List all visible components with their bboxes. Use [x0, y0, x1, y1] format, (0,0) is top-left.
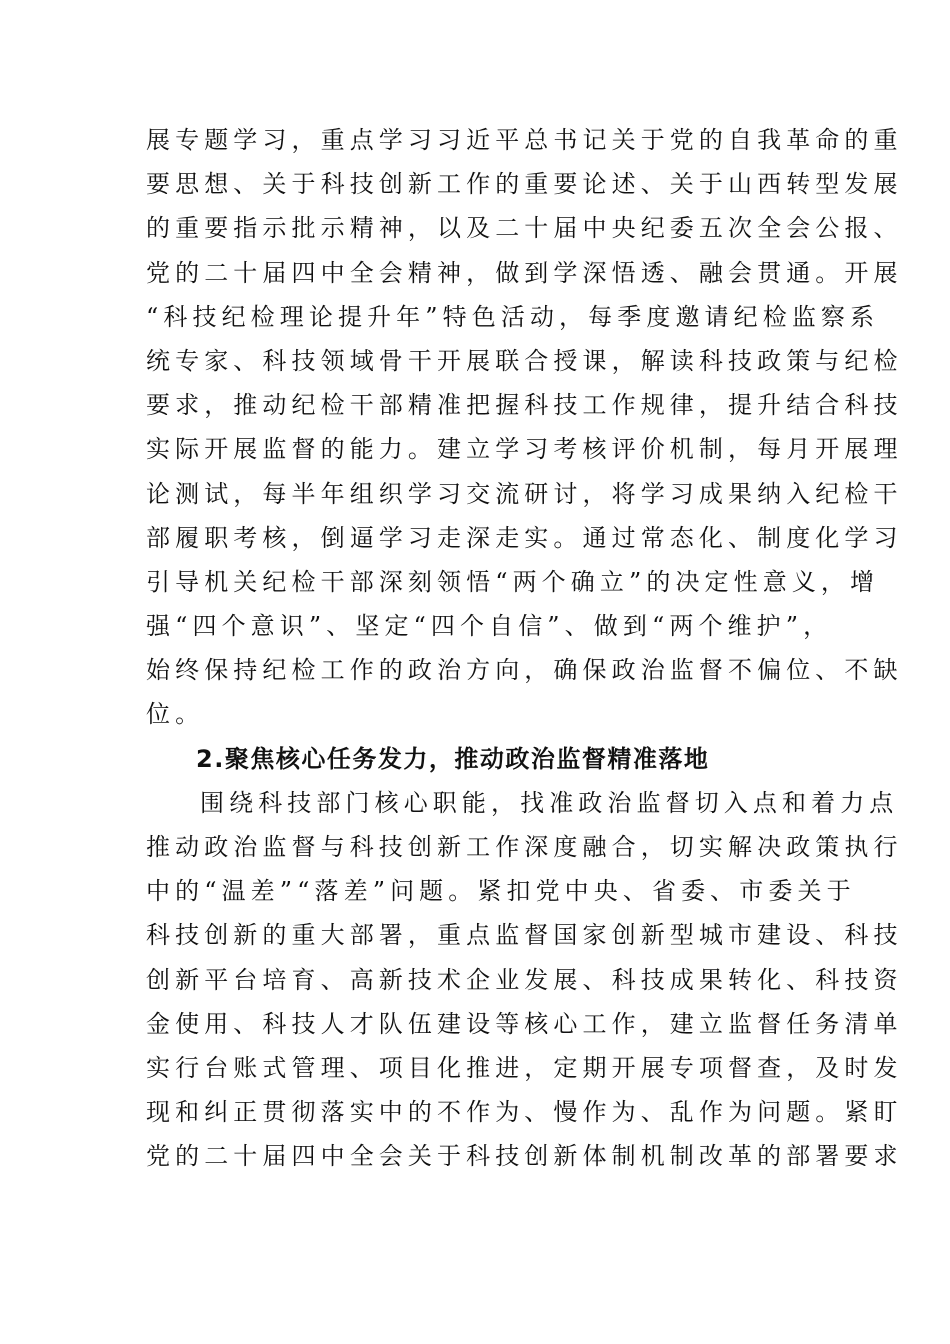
text-line: 科技创新的重大部署，重点监督国家创新型城市建设、科技: [146, 921, 903, 950]
text-line: 党的二十届四中全会关于科技创新体制机制改革的部署要求: [146, 1142, 903, 1171]
text-line: 部履职考核，倒逼学习走深走实。通过常态化、制度化学习: [146, 523, 903, 552]
text-line: 引导机关纪检干部深刻领悟“两个确立”的决定性意义，增: [146, 567, 880, 596]
text-line: 论测试，每半年组织学习交流研讨，将学习成果纳入纪检干: [146, 479, 903, 508]
text-line: “科技纪检理论提升年”特色活动，每季度邀请纪检监察系: [146, 302, 880, 331]
text-line: 强“四个意识”、坚定“四个自信”、做到“两个维护”，: [146, 612, 833, 641]
text-line: 创新平台培育、高新技术企业发展、科技成果转化、科技资: [146, 965, 903, 994]
text-line: 推动政治监督与科技创新工作深度融合，切实解决政策执行: [146, 833, 903, 861]
text-line: 围绕科技部门核心职能，找准政治监督切入点和着力点: [200, 788, 899, 817]
text-line: 展专题学习，重点学习习近平总书记关于党的自我革命的重: [146, 126, 903, 154]
text-line: 现和纠正贯彻落实中的不作为、慢作为、乱作为问题。紧盯: [146, 1098, 903, 1127]
text-line: 要思想、关于科技创新工作的重要论述、关于山西转型发展: [146, 170, 903, 199]
text-line: 统专家、科技领域骨干开展联合授课，解读科技政策与纪检: [146, 346, 903, 375]
paragraph-core-tasks: [146, 781, 903, 1179]
paragraph-study: [146, 118, 903, 737]
text-line: 位。: [146, 700, 205, 729]
text-line: 金使用、科技人才队伍建设等核心工作，建立监督任务清单: [146, 1009, 903, 1038]
text-line: 始终保持纪检工作的政治方向，确保政治监督不偏位、不缺: [146, 656, 903, 685]
document-page: [146, 118, 903, 1179]
text-line: 中的“温差”“落差”问题。紧扣党中央、省委、市委关于: [146, 877, 856, 906]
text-line: 的重要指示批示精神，以及二十届中央纪委五次全会公报、: [146, 214, 903, 243]
text-line: 实行台账式管理、项目化推进，定期开展专项督查，及时发: [146, 1053, 903, 1082]
section-heading: 2.聚焦核心任务发力，推动政治监督精准落地: [196, 744, 710, 773]
text-line: 党的二十届四中全会精神，做到学深悟透、融会贯通。开展: [146, 258, 903, 287]
text-line: 要求，推动纪检干部精准把握科技工作规律，提升结合科技: [146, 391, 903, 420]
text-line: 实际开展监督的能力。建立学习考核评价机制，每月开展理: [146, 435, 903, 464]
